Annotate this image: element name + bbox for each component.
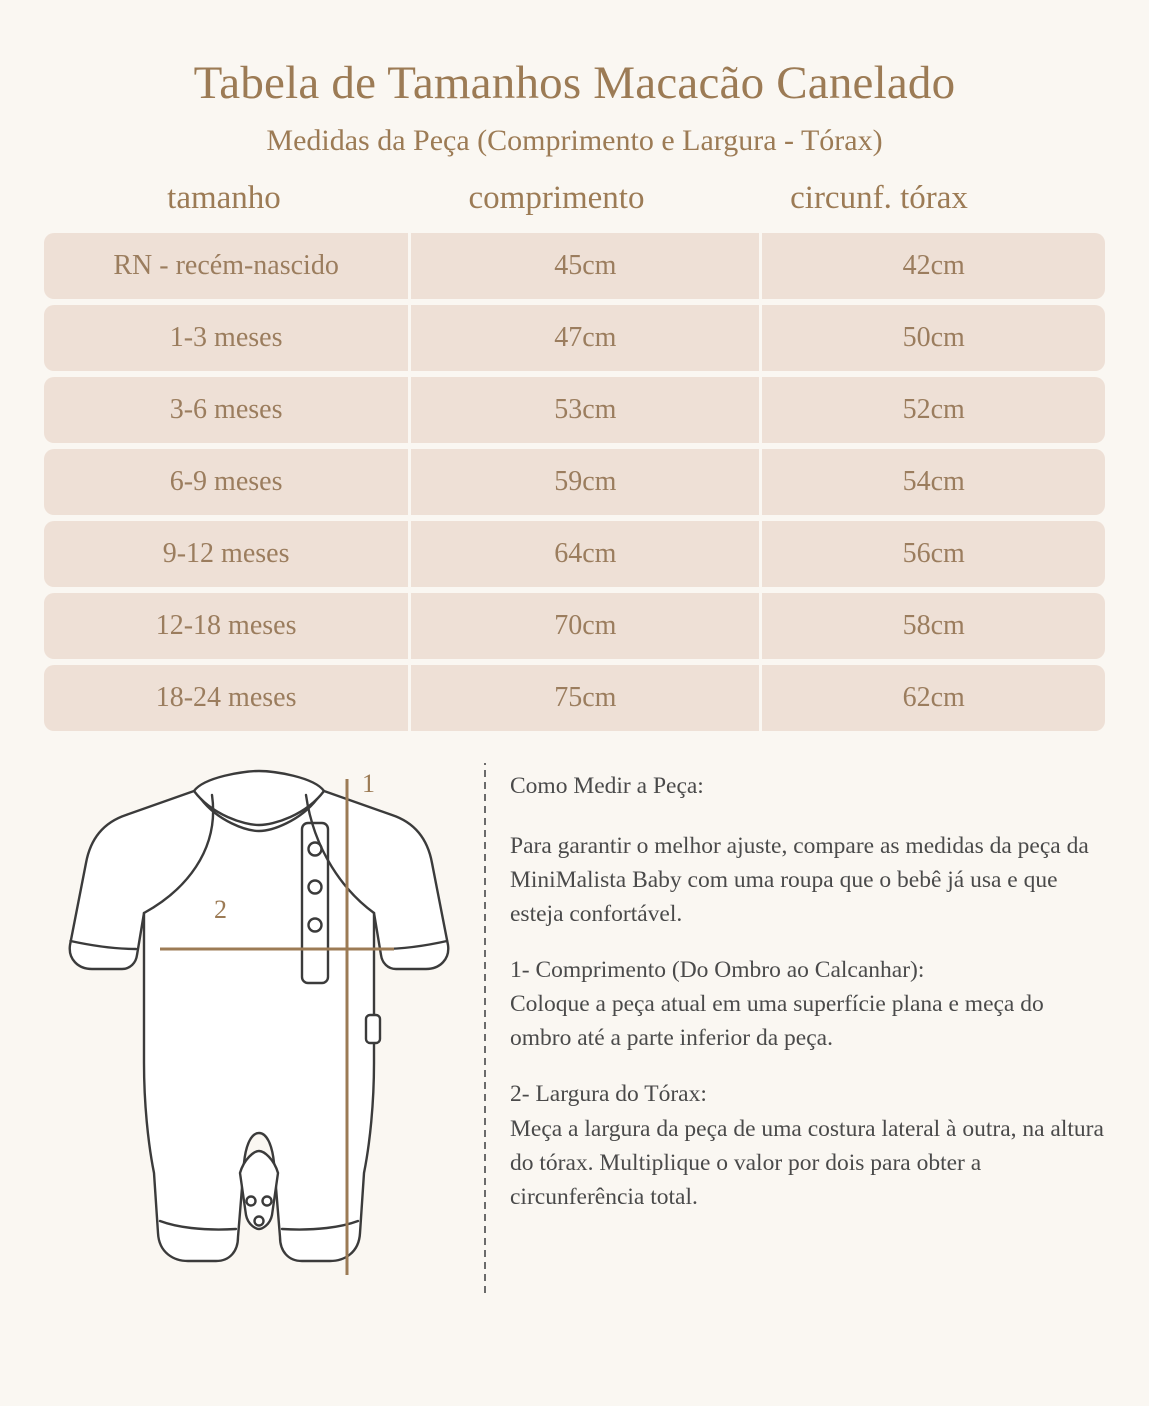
- bottom-section: [44, 763, 1105, 1308]
- cell-size: RN - recém-nascido: [44, 233, 411, 299]
- howto-item1-title: 1- Comprimento (Do Ombro ao Calcanhar):: [510, 957, 925, 984]
- howto-heading: Como Medir a Peça:: [510, 773, 704, 799]
- column-header-size: tamanho: [167, 180, 281, 216]
- diagram-marker-2: 2: [214, 895, 227, 924]
- table-row: [44, 377, 1105, 443]
- howto-item1-text: Coloque a peça atual em uma superfície plana e meça do ombro até a parte inferior da peça.: [510, 991, 1044, 1052]
- size-table: [44, 227, 1105, 737]
- howto-item1: [510, 953, 1105, 1055]
- cell-length: 70cm: [411, 593, 762, 659]
- howto-item2-title: 2- Largura do Tórax:: [510, 1081, 707, 1108]
- table-row: [44, 449, 1105, 515]
- table-row: [44, 521, 1105, 587]
- diagram-marker-1: 1: [362, 769, 375, 798]
- cell-chest: 56cm: [762, 521, 1105, 587]
- cell-chest: 58cm: [762, 593, 1105, 659]
- cell-chest: 50cm: [762, 305, 1105, 371]
- cell-size: 6-9 meses: [44, 449, 411, 515]
- howto-item2: [510, 1077, 1105, 1213]
- cell-size: 3-6 meses: [44, 377, 411, 443]
- cell-length: 45cm: [411, 233, 762, 299]
- cell-chest: 52cm: [762, 377, 1105, 443]
- howto-section: [510, 763, 1105, 1308]
- cell-chest: 42cm: [762, 233, 1105, 299]
- cell-length: 64cm: [411, 521, 762, 587]
- cell-length: 59cm: [411, 449, 762, 515]
- cell-size: 12-18 meses: [44, 593, 411, 659]
- cell-chest: 54cm: [762, 449, 1105, 515]
- romper-illustration-icon: [44, 763, 474, 1303]
- vertical-divider: [484, 763, 486, 1293]
- cell-length: 47cm: [411, 305, 762, 371]
- table-column-headers: [44, 180, 1105, 217]
- cell-size: 1-3 meses: [44, 305, 411, 371]
- howto-intro: Para garantir o melhor ajuste, compare as medidas da peça da MiniMalista Baby com uma roupa que o bebê já usa e que esteja confortável.: [510, 833, 1089, 928]
- cell-size: 18-24 meses: [44, 665, 411, 731]
- page-subtitle: Medidas da Peça (Comprimento e Largura - Tórax): [266, 124, 883, 157]
- table-row: [44, 593, 1105, 659]
- table-row: [44, 233, 1105, 299]
- cell-length: 53cm: [411, 377, 762, 443]
- table-row: [44, 665, 1105, 731]
- table-row: [44, 305, 1105, 371]
- column-header-chest: circunf. tórax: [790, 180, 968, 216]
- cell-size: 9-12 meses: [44, 521, 411, 587]
- howto-item2-text: Meça a largura da peça de uma costura lateral à outra, na altura do tórax. Multiplique o valor por dois para obter a circunferência total.: [510, 1115, 1104, 1210]
- page-title: Tabela de Tamanhos Macacão Canelado: [193, 57, 956, 109]
- column-header-length: comprimento: [468, 180, 645, 216]
- romper-diagram: [44, 763, 474, 1308]
- cell-chest: 62cm: [762, 665, 1105, 731]
- cell-length: 75cm: [411, 665, 762, 731]
